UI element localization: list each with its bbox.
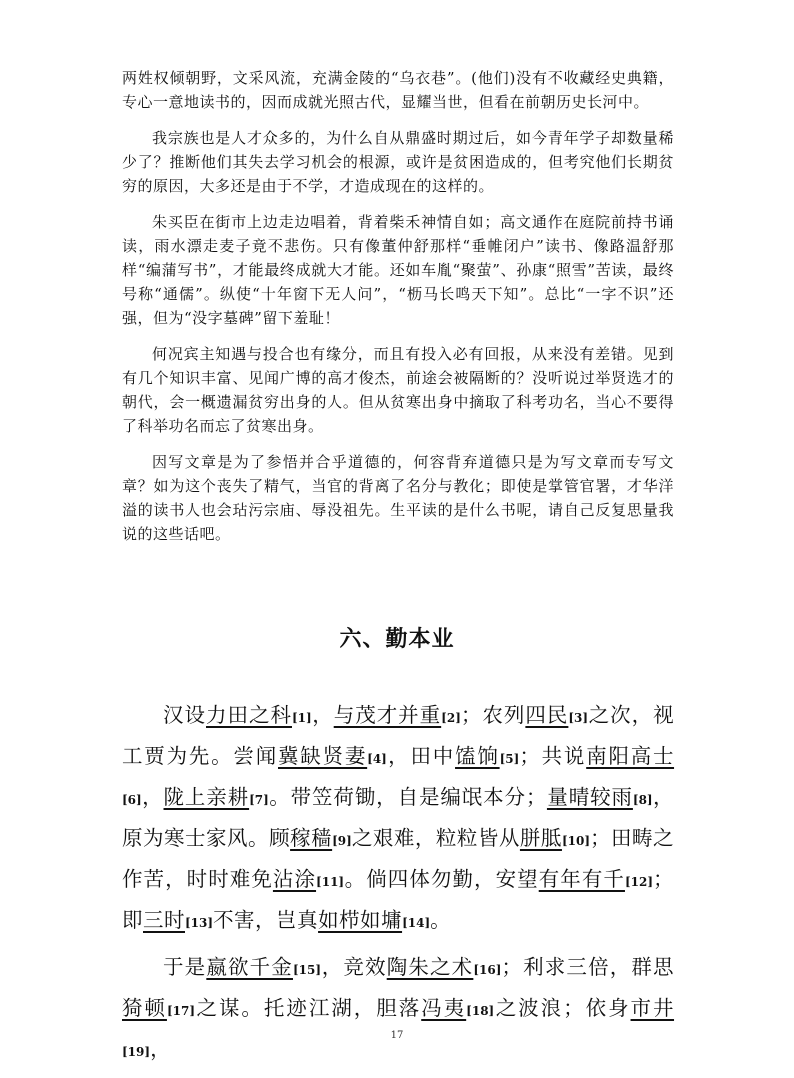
annotated-term: 四民: [525, 703, 569, 727]
annotated-term: 市井: [630, 996, 675, 1020]
annotated-term: 稼穑: [290, 826, 333, 850]
footnote-ref[interactable]: [8]: [632, 793, 653, 807]
footnote-ref[interactable]: [4]: [367, 752, 387, 766]
footnote-ref[interactable]: [7]: [249, 793, 269, 807]
footnote-ref[interactable]: [12]: [624, 875, 654, 889]
footnote-ref[interactable]: [17]: [166, 1004, 196, 1018]
annotated-term: 如栉如墉: [318, 908, 403, 932]
footnote-ref[interactable]: [2]: [441, 711, 461, 725]
annotated-term: 有年有千: [538, 867, 625, 891]
annotated-term: 与茂才并重: [333, 703, 442, 727]
footnote-ref[interactable]: [19]: [122, 1045, 151, 1059]
annotated-term: 冯夷: [421, 996, 467, 1020]
paragraph: 朱买臣在街市上边走边唱着，背着柴禾神情自如；高文通作在庭院前持书诵读，雨水漂走麦子竟不悲伤。只有像董仲舒那样“垂帷闭户”读书、像路温舒那样“编蒲写书”，才能最终成就大才能。还如车胤“聚萤”、孙康“照雪”苦读，最终号称“通儒”。纵使“十年窗下无人问”，“枥马长鸣天下知”。总比“一字不识”还强，但为“没字墓碑”留下羞耻！: [122, 213, 674, 327]
paragraph: 因写文章是为了参悟并合乎道德的，何容背弃道德只是为写文章而专写文章？如为这个丧失了精气，当官的背离了名分与教化；即使是掌管官署，才华洋溢的读书人也会玷污宗庙、辱没祖先。生平读的是什么书呢，请自己反复思量我说的这些话吧。: [122, 453, 674, 543]
footnote-ref[interactable]: [18]: [466, 1004, 495, 1018]
annotated-term: 陇上亲耕: [163, 785, 250, 809]
annotated-term: 胼胝: [519, 826, 562, 850]
footnote-ref[interactable]: [10]: [561, 834, 591, 848]
footnote-ref[interactable]: [16]: [473, 963, 502, 977]
footnote-ref[interactable]: [11]: [316, 875, 345, 889]
classical-paragraph: 于是嬴欲千金[15]，竞效陶朱之术[16]；利求三倍，群思猗顿[17]之谋。托迹江湖，胆落冯夷[18]之波浪；依身市井[19]，: [122, 955, 675, 1061]
paragraph: 两姓权倾朝野，文采风流，充满金陵的“乌衣巷”。(他们)没有不收藏经史典籍，专心一意地读书的，因而成就光照古代，显耀当世，但看在前朝历史长河中。: [122, 69, 674, 111]
section-title: 六、勤本业: [339, 627, 455, 652]
translation-text: [122, 66, 674, 558]
footnote-ref[interactable]: [5]: [499, 752, 520, 766]
page-number: 17: [390, 1030, 404, 1041]
classical-text: [122, 696, 674, 1077]
annotated-term: 馌饷: [455, 744, 500, 768]
annotated-term: 陶朱之术: [386, 955, 474, 979]
annotated-term: 量晴较雨: [546, 785, 633, 809]
footnote-ref[interactable]: [13]: [185, 916, 214, 930]
annotated-term: 力田之科: [206, 703, 292, 727]
footnote-ref[interactable]: [3]: [568, 711, 589, 725]
classical-paragraph: 汉设力田之科[1]，与茂才并重[2]；农列四民[3]之次，视工贾为先。尝闻冀缺贤妻[4]，田中馌饷[5]；共说南阳高士[6]，陇上亲耕[7]。带笠荷锄，自是编氓本分；量晴较雨[8]，原为寒士家风。顾稼穑[9]之艰难，粒粒皆从胼胝[10]；田畴之作苦，时时难免沾涂[11]。倘四体勿勤，安望有年有千[12]；即三时[13]不害，岂真如栉如墉[14]。: [122, 703, 675, 932]
footnote-ref[interactable]: [14]: [402, 916, 431, 930]
annotated-term: 三时: [143, 908, 185, 932]
footnote-ref[interactable]: [9]: [332, 834, 352, 848]
footnote-ref[interactable]: [1]: [291, 711, 312, 725]
footnote-ref[interactable]: [15]: [292, 963, 322, 977]
annotated-term: 冀缺贤妻: [278, 744, 368, 768]
annotated-term: 嬴欲千金: [206, 955, 293, 979]
annotated-term: 沾涂: [272, 867, 317, 891]
paragraph: 何况宾主知遇与投合也有缘分，而且有投入必有回报，从来没有差错。见到有几个知识丰富、见闻广博的高才俊杰，前途会被隔断的？没听说过举贤选才的朝代，会一概遗漏贫穷出身的人。但从贫寒出身中摘取了科考功名，当心不要得了科举功名而忘了贫寒出身。: [122, 345, 674, 435]
annotated-term: 南阳高士: [586, 744, 675, 768]
annotated-term: 猗顿: [122, 996, 167, 1020]
footnote-ref[interactable]: [6]: [122, 793, 142, 807]
paragraph: 我宗族也是人才众多的，为什么自从鼎盛时期过后，如今青年学子却数量稀少了？推断他们其失去学习机会的根源，或许是贫困造成的，但考究他们长期贫穷的原因，大多还是由于不学，才造成现在的这样的。: [122, 129, 674, 195]
